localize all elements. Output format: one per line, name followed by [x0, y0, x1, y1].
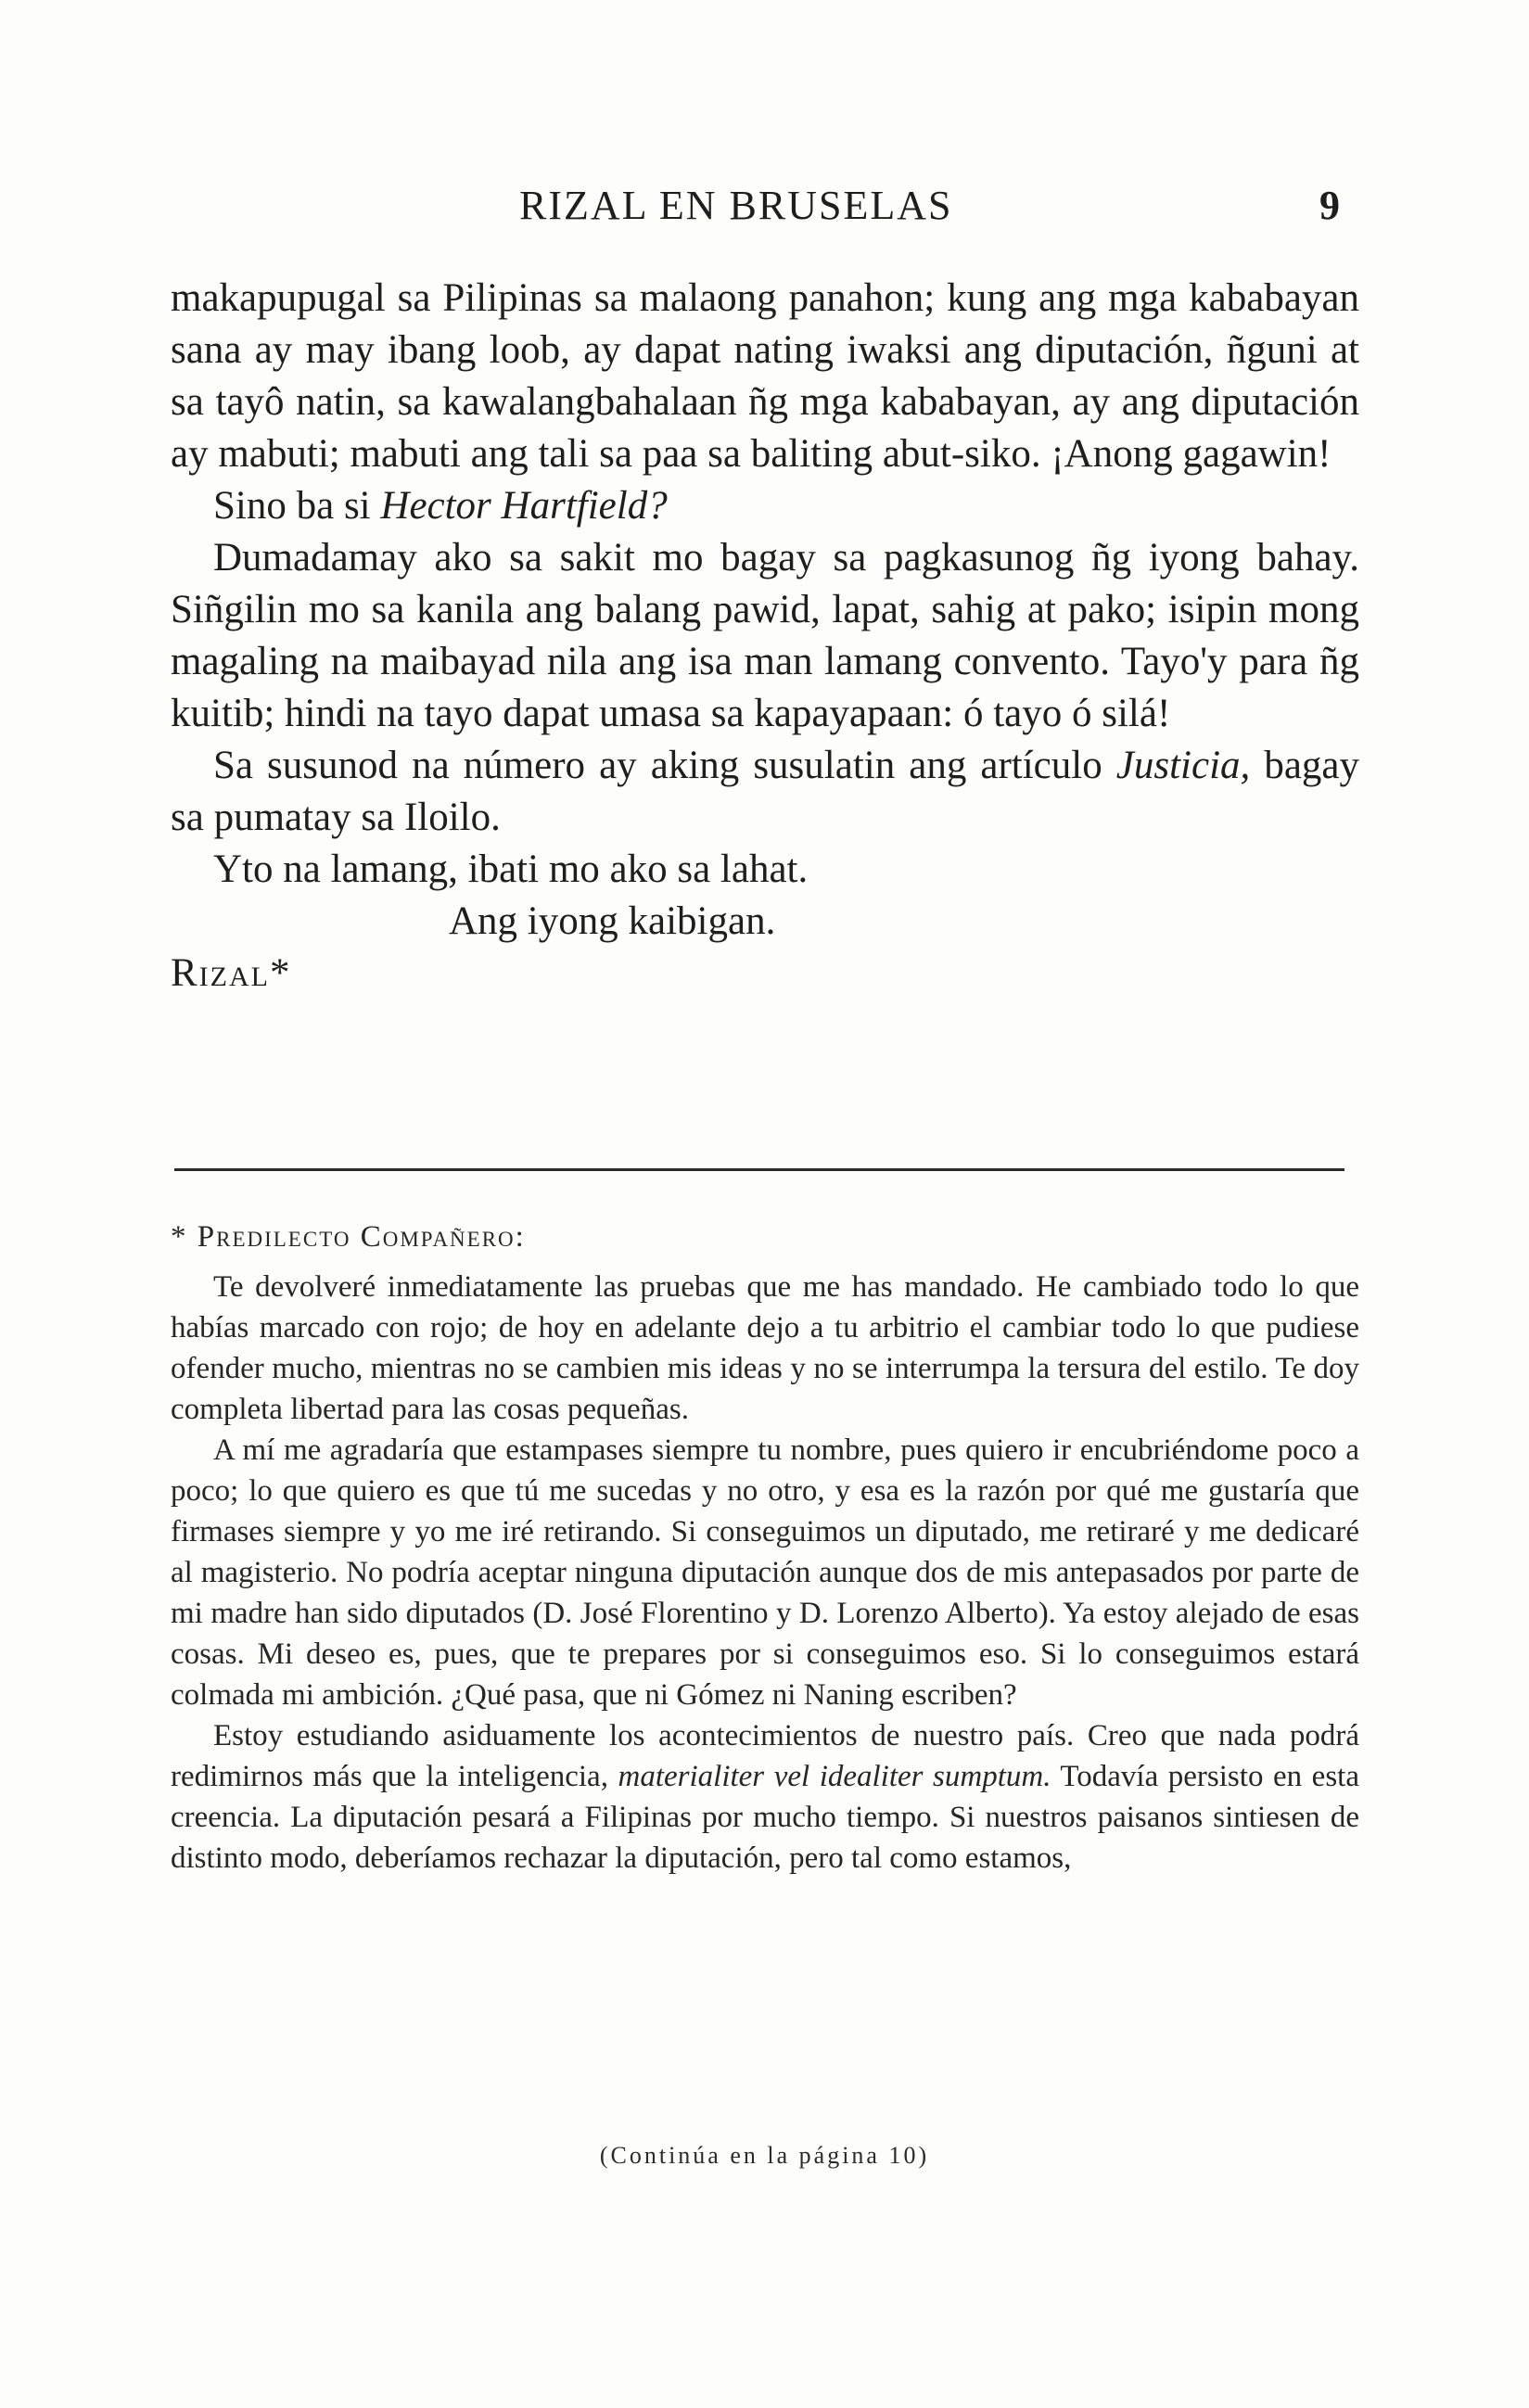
- footnote-paragraph-3-text: Estoy estudiando asiduamente los acontecimientos de nuestro país. Creo que nada podrá redimirnos más que la inteligencia,: [171, 1719, 1359, 1793]
- footnote-paragraph-2: A mí me agradaría que estampases siempre tu nombre, pues quiero ir encubriéndome poco a poco; lo que quiero es que tú me sucedas y no otro, y esa es la razón por qué me gustaría que firmases siempre y yo me iré retirando. Si conseguimos un diputado, me retiraré y me dedicaré al magisterio. No podría aceptar ninguna diputación aunque dos de mis antepasados por parte de mi madre han sido diputados (D. José Florentino y D. Lorenzo Alberto). Ya estoy alejado de esas cosas. Mi deseo es, pues, que te prepares por si conseguimos eso. Si lo conseguimos estará colmada mi ambición. ¿Qué pasa, que ni Gómez ni Naning escriben?: [171, 1433, 1359, 1712]
- letter-paragraph-4-text: Sa susunod na número ay aking susulatin ang artículo: [213, 744, 1116, 787]
- letter-signature: Rizal*: [171, 951, 292, 995]
- letter-paragraph-1: makapupugal sa Pilipinas sa malaong panahon; kung ang mga kababayan sana ay may ibang loob, ay dapat nating iwaksi ang diputación, ñguni at sa tayô natin, sa kawalangbahalaan ñg mga kababayan, ay ang diputación ay mabuti; mabuti ang tali sa paa sa baliting abut-siko. ¡Anong gagawin!: [171, 276, 1359, 476]
- footnote-heading: * Predilecto Compañero:: [171, 1220, 526, 1254]
- letter-paragraph-3: Dumadamay ako sa sakit mo bagay sa pagkasunog ñg iyong bahay. Siñgilin mo sa kanila ang balang pawid, lapat, sahig at pako; isipin mong magaling na maibayad nila ang isa man lamang convento. Tayo'y para ñg kuitib; hindi na tayo dapat umasa sa kapayapaan: ó tayo ó silá!: [171, 536, 1359, 735]
- footnote-body: [171, 1217, 1359, 1879]
- letter-paragraph-2-name: Hector Hartfield?: [380, 484, 668, 528]
- footnote-paragraph-3: [171, 1715, 1359, 1879]
- running-head: RIZAL EN BRUSELAS: [519, 183, 953, 228]
- letter-paragraph-2: [171, 480, 1359, 532]
- footnote-divider: [174, 1168, 1344, 1171]
- continued-note: (Continúa en la página 10): [599, 2142, 930, 2169]
- letter-paragraph-4-rest: bagay sa pumatay sa Iloilo.: [171, 744, 1360, 839]
- footnote-paragraph-3-latin: materialiter vel idealiter sumptum.: [618, 1760, 1051, 1793]
- footnote-paragraph-3-rest: Todavía persisto en esta creencia. La diputación pesará a Filipinas por mucho tiempo. Si nuestros paisanos sintiesen de distinto modo, deberíamos rechazar la diputación, pero tal como estamos,: [171, 1760, 1359, 1875]
- letter-paragraph-4: [171, 740, 1359, 844]
- letter-closing: Ang iyong kaibigan.: [449, 899, 776, 943]
- letter-body: [171, 273, 1359, 1000]
- letter-paragraph-4-title: Justicia,: [1115, 744, 1251, 787]
- footnote-paragraph-1: Te devolveré inmediatamente las pruebas que me has mandado. He cambiado todo lo que habías marcado con rojo; de hoy en adelante dejo a tu arbitrio el cambiar todo lo que pudiese ofender mucho, mientras no se cambien mis ideas y no se interrumpa la tersura del estilo. Te doy completa libertad para las cosas pequeñas.: [171, 1270, 1359, 1426]
- page-number: 9: [1319, 183, 1340, 228]
- letter-paragraph-5: Yto na lamang, ibati mo ako sa lahat.: [213, 847, 809, 891]
- letter-paragraph-2-text: Sino ba si: [213, 484, 381, 528]
